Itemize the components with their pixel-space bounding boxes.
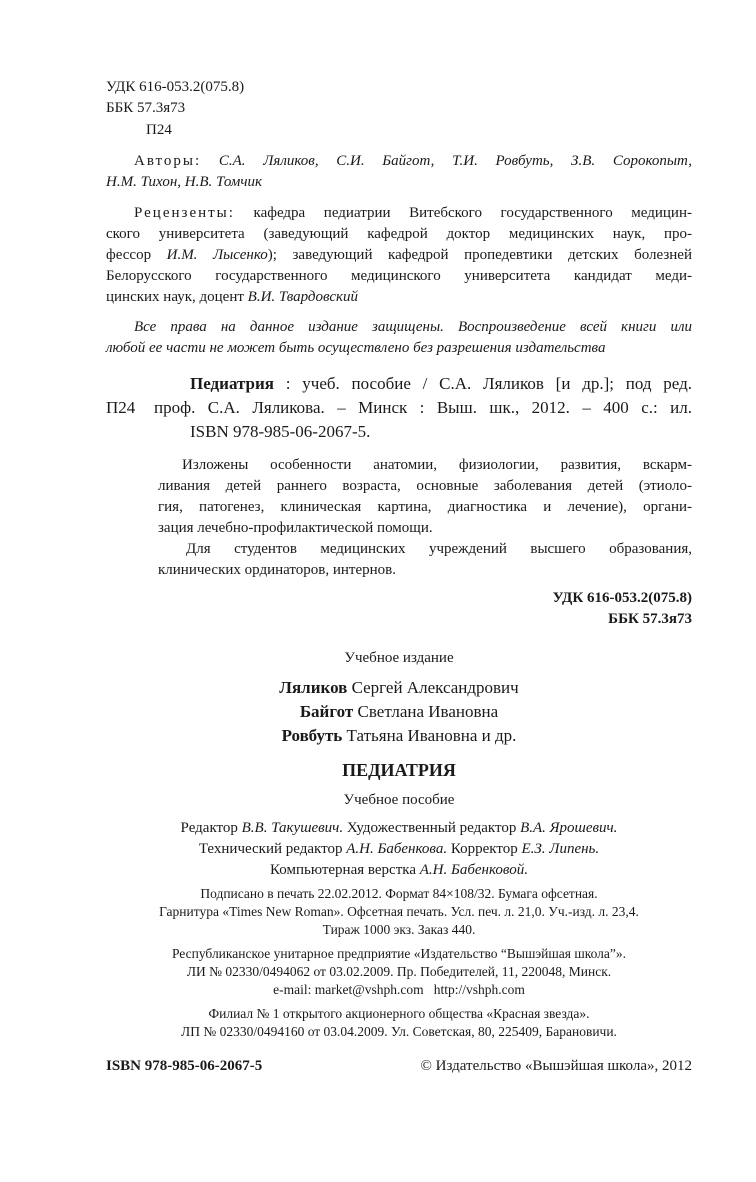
reviewers-line-1: Рецензенты: кафедра педиатрии Витебского государственного медицин- xyxy=(134,205,692,221)
rights-line-1: Все права на данное издание защищены. Воспроизведение всей книги или xyxy=(134,319,692,335)
authors-names-2: Н.М. Тихон, Н.В. Томчик xyxy=(106,174,263,190)
imprint-line-3: Тираж 1000 экз. Заказ 440. xyxy=(322,922,476,937)
biblio-line-2: проф. С.А. Ляликова. – Минск : Выш. шк., 2012. – 400 с.: ил. xyxy=(154,398,692,417)
authors-line-1 xyxy=(134,151,692,172)
reviewers-label: Рецензенты: xyxy=(134,205,235,221)
printer-line-2: ЛП № 02330/0494160 от 03.04.2009. Ул. Советская, 80, 225409, Барановичи. xyxy=(181,1024,617,1039)
footer-isbn: ISBN 978-985-06-2067-5 xyxy=(106,1058,263,1074)
biblio-isbn: ISBN 978-985-06-2067-5. xyxy=(190,422,371,441)
subtitle: Учебное пособие xyxy=(343,792,455,808)
editors-line-2: Технический редактор А.Н. Бабенкова. Корректор Е.З. Липень. xyxy=(198,841,600,857)
imprint-line-1: Подписано в печать 22.02.2012. Формат 84×108/32. Бумага офсетная. xyxy=(200,886,598,901)
publisher-line-2: ЛИ № 02330/0494062 от 03.02.2009. Пр. Победителей, 11, 220048, Минск. xyxy=(186,964,612,979)
abstract-line-4: зация лечебно-профилактической помощи. xyxy=(158,520,433,536)
abstract-line-1: Изложены особенности анатомии, физиологии, развития, вскарм- xyxy=(182,457,692,473)
biblio-mark: П24 xyxy=(106,398,136,417)
reviewers-line-4: Белорусского государственного медицинского университета кандидат меди- xyxy=(106,268,692,284)
reviewers-line-5: цинских наук, доцент В.И. Твардовский xyxy=(106,289,359,305)
authors-label: Авторы: xyxy=(134,153,202,169)
edition-type: Учебное издание xyxy=(344,650,454,666)
authors-line-2 xyxy=(106,172,692,193)
authors-names-1: С.А. Ляликов, С.И. Байгот, Т.И. Ровбуть, З.В. Сорокопыт, xyxy=(218,153,693,169)
author-mark: П24 xyxy=(146,122,172,138)
person-2: Байгот Светлана Ивановна xyxy=(299,702,499,721)
rights-line-2: любой ее части не может быть осуществлено без разрешения издательства xyxy=(106,340,606,356)
reviewer-name-tvardovsky: В.И. Твардовский xyxy=(247,289,359,305)
imprint-line-2: Гарнитура «Times New Roman». Офсетная печать. Усл. печ. л. 21,0. Уч.-изд. л. 23,4. xyxy=(159,904,639,919)
person-1: Ляликов Сергей Александрович xyxy=(279,678,519,697)
reviewer-name-lysenko: И.М. Лысенко xyxy=(166,247,268,263)
person-3: Ровбуть Татьяна Ивановна и др. xyxy=(281,726,517,745)
biblio-title: Педиатрия xyxy=(190,374,275,393)
biblio-line-1: Педиатрия : учеб. пособие / С.А. Ляликов [и др.]; под ред. xyxy=(190,374,692,393)
bbk-bold: ББК 57.3я73 xyxy=(608,611,692,627)
abstract-line-3: гия, патогенез, клиническая картина, диагностика и лечение), органи- xyxy=(158,499,692,515)
printer-line-1: Филиал № 1 открытого акционерного общества «Красная звезда». xyxy=(208,1006,590,1021)
reviewers-line-2: ского университета (заведующий кафедрой доктор медицинских наук, про- xyxy=(106,226,692,242)
udk-code: УДК 616-053.2(075.8) xyxy=(106,79,245,95)
reviewers-line-3: фессор И.М. Лысенко); заведующий кафедрой пропедевтики детских болезней xyxy=(106,247,692,263)
publisher-line-1: Республиканское унитарное предприятие «Издательство “Вышэйшая школа”». xyxy=(171,946,627,961)
editors-line-1: Редактор В.В. Такушевич. Художественный редактор В.А. Ярошевич. xyxy=(180,820,618,836)
footer-copyright: © Издательство «Вышэйшая школа», 2012 xyxy=(420,1058,692,1074)
bbk-code: ББК 57.3я73 xyxy=(106,100,186,116)
abstract-line-2: ливания детей раннего возраста, основные заболевания детей (этиоло- xyxy=(158,478,692,494)
abstract-line-5: Для студентов медицинских учреждений высшего образования, xyxy=(186,541,692,557)
main-title: ПЕДИАТРИЯ xyxy=(342,760,456,780)
editors-line-3: Компьютерная верстка А.Н. Бабенковой. xyxy=(270,862,528,878)
udk-bold: УДК 616-053.2(075.8) xyxy=(552,590,692,606)
publisher-contacts: e-mail: market@vshph.com http://vshph.com xyxy=(273,982,525,997)
abstract-line-6: клинических ординаторов, интернов. xyxy=(158,562,396,578)
